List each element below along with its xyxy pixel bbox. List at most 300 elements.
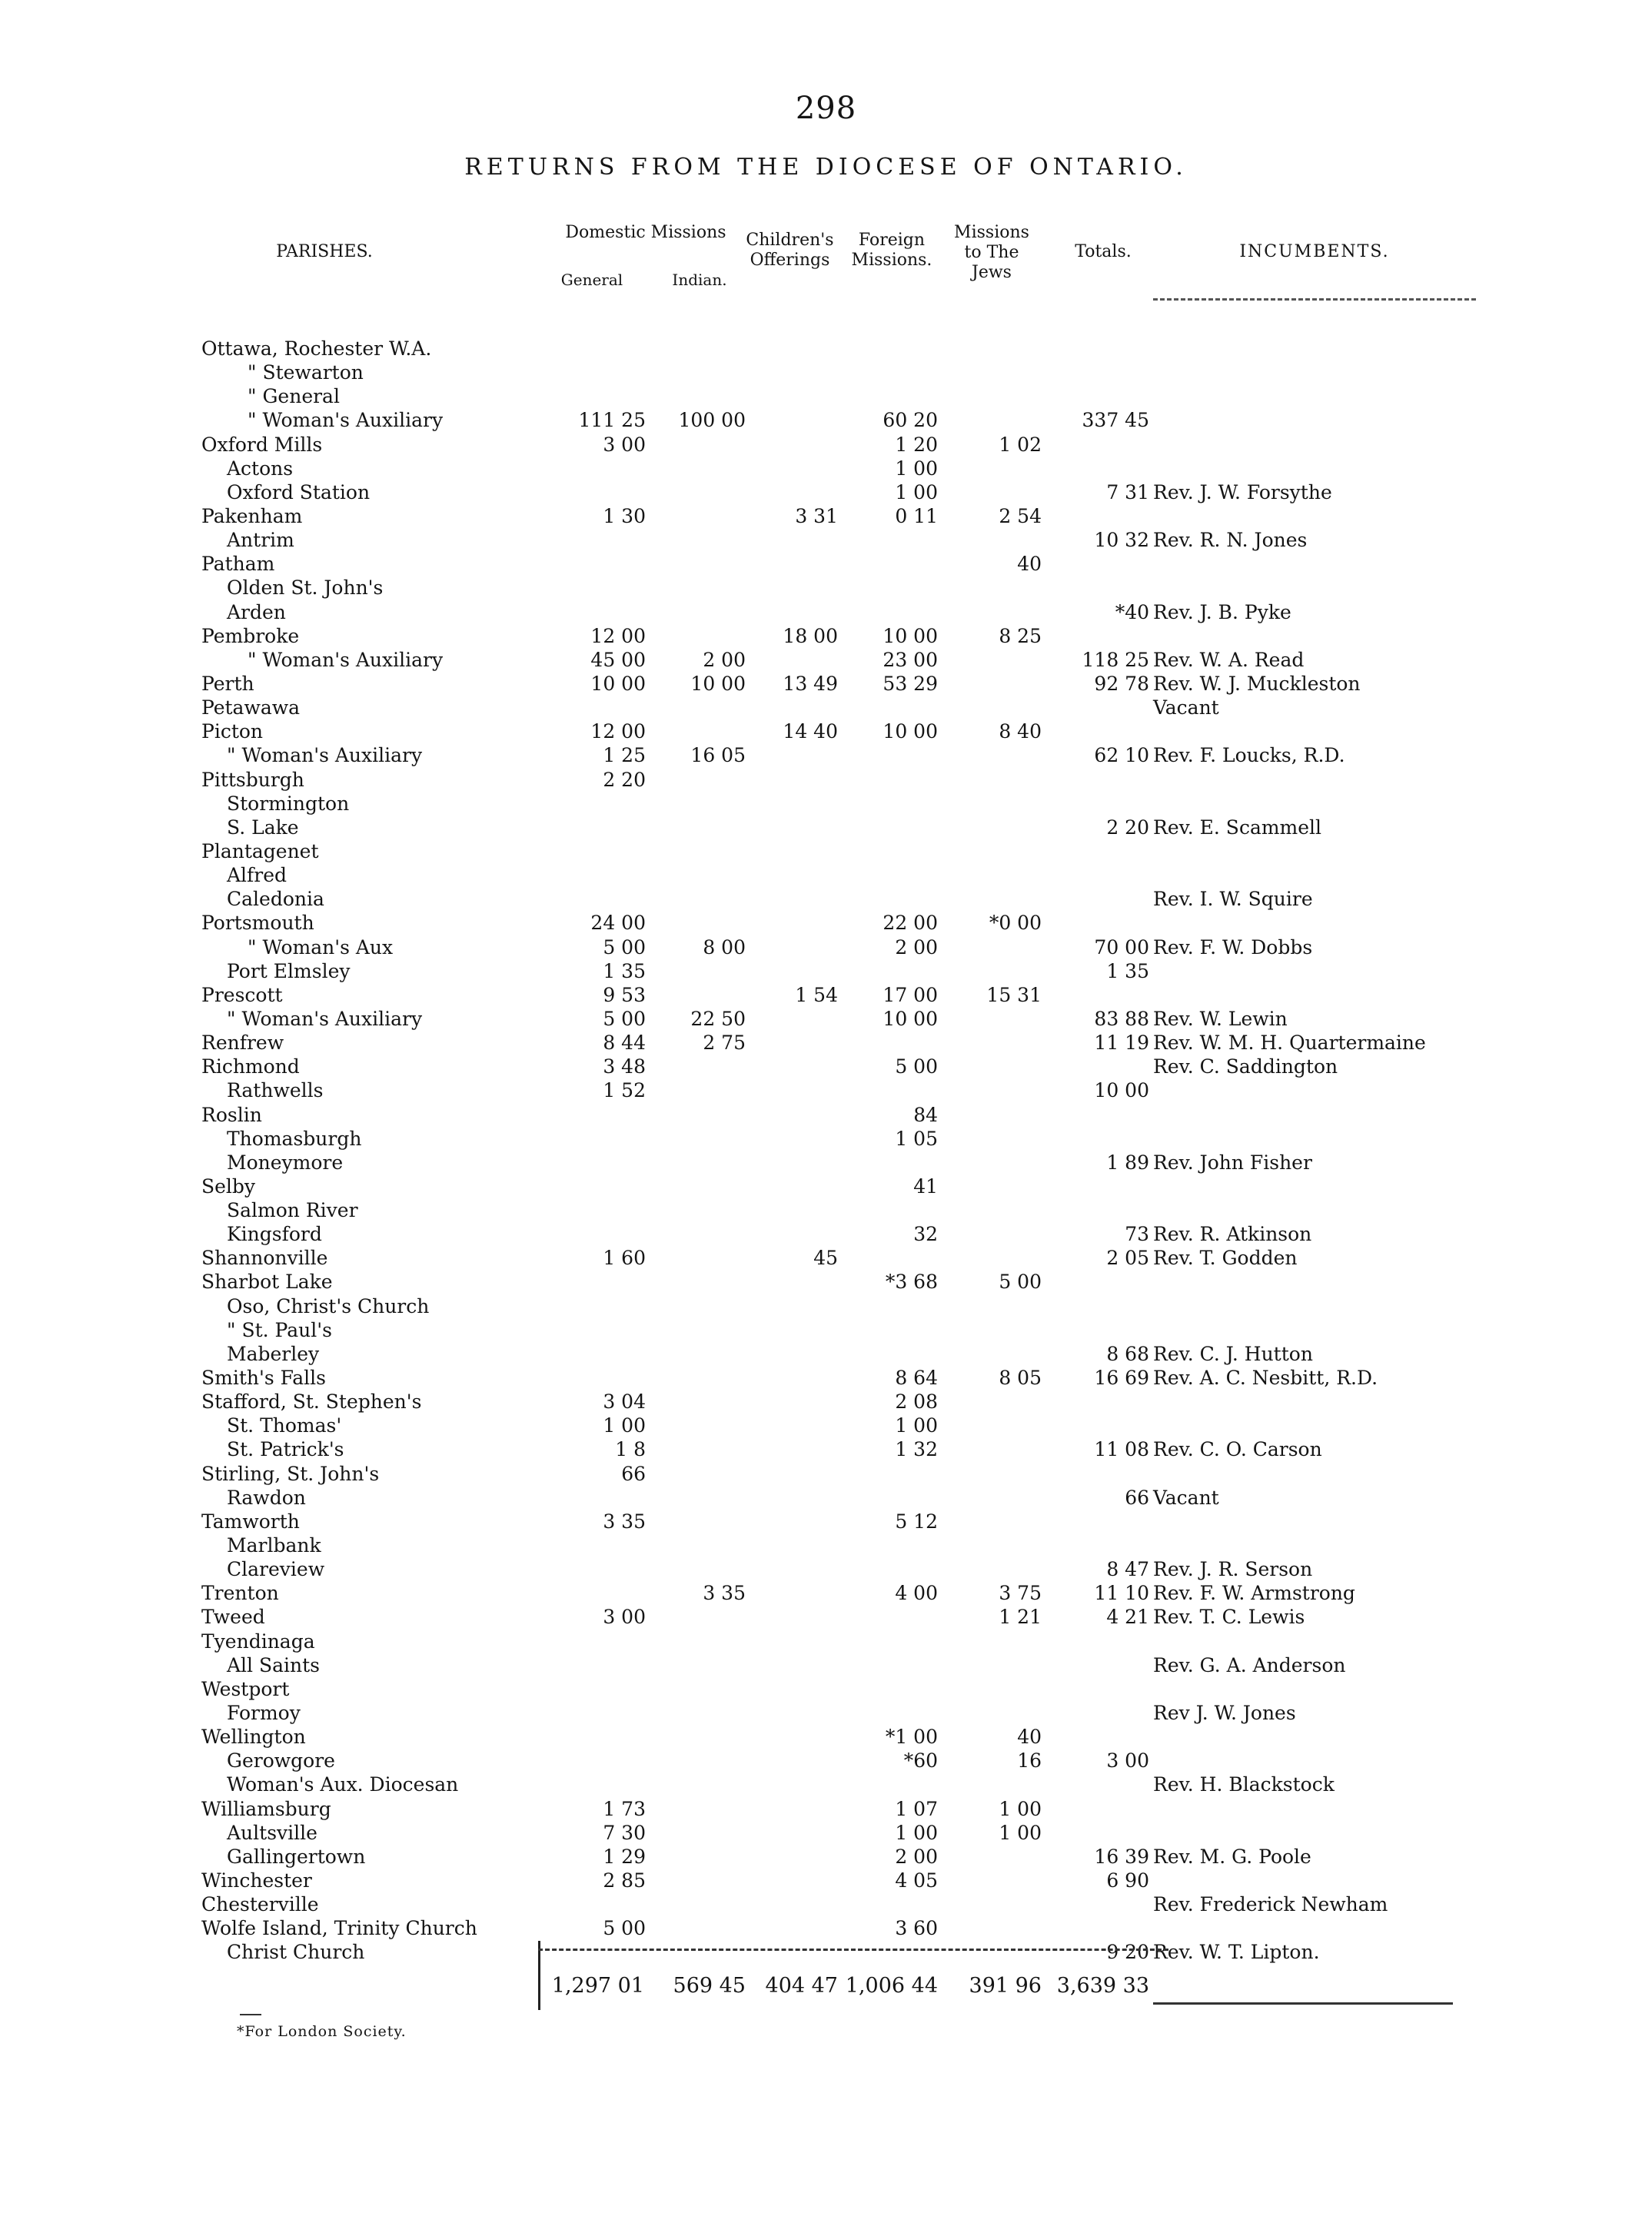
foreign-missions-amount: 1 20 bbox=[895, 433, 938, 456]
general-amount: 9 53 bbox=[603, 983, 646, 1006]
parish-name: " General bbox=[248, 385, 340, 408]
table-row bbox=[0, 337, 1652, 360]
total-amount: 3 00 bbox=[1106, 1749, 1149, 1773]
parish-name: Salmon River bbox=[227, 1199, 358, 1222]
document-title: RETURNS FROM THE DIOCESE OF ONTARIO. bbox=[464, 154, 1188, 181]
total-amount: 11 08 bbox=[1094, 1438, 1149, 1461]
missions-to-jews-amount: 1 00 bbox=[999, 1821, 1042, 1844]
incumbent-name: Rev. J. R. Serson bbox=[1153, 1558, 1313, 1581]
incumbent-name: Rev. T. C. Lewis bbox=[1153, 1606, 1305, 1629]
table-row bbox=[0, 792, 1652, 816]
table-row bbox=[0, 480, 1652, 504]
general-amount: 10 00 bbox=[590, 672, 646, 695]
parish-name: Westport bbox=[201, 1677, 290, 1700]
table-row bbox=[0, 1677, 1652, 1701]
incumbent-name: Rev. John Fisher bbox=[1153, 1151, 1312, 1174]
foreign-missions-amount: 22 00 bbox=[883, 912, 938, 935]
incumbent-name: Vacant bbox=[1153, 1486, 1219, 1509]
table-row bbox=[0, 1007, 1652, 1031]
foreign-missions-amount: 53 29 bbox=[883, 672, 938, 695]
header-totals: Totals. bbox=[1075, 242, 1132, 261]
total-amount: 1 89 bbox=[1106, 1151, 1149, 1174]
table-row bbox=[0, 408, 1652, 432]
incumbent-name: Rev. C. O. Carson bbox=[1153, 1438, 1322, 1461]
parish-name: Wolfe Island, Trinity Church bbox=[201, 1917, 477, 1940]
parish-name: Pittsburgh bbox=[201, 768, 304, 791]
general-amount: 3 00 bbox=[603, 433, 646, 456]
childrens-offerings-amount: 14 40 bbox=[783, 720, 838, 743]
childrens-offerings-amount: 3 31 bbox=[795, 504, 838, 527]
parish-name: Christ Church bbox=[227, 1941, 365, 1964]
missions-to-jews-amount: 8 40 bbox=[999, 720, 1042, 743]
parish-name: " Stewarton bbox=[248, 361, 364, 384]
table-row bbox=[0, 1294, 1652, 1318]
parish-name: St. Thomas' bbox=[227, 1414, 342, 1437]
incumbent-name: Rev. H. Blackstock bbox=[1153, 1773, 1335, 1796]
general-amount: 2 20 bbox=[603, 768, 646, 791]
total-amount: 337 45 bbox=[1082, 409, 1149, 432]
incumbent-name: Rev. M. G. Poole bbox=[1153, 1845, 1311, 1868]
foreign-missions-amount: 1 07 bbox=[895, 1797, 938, 1820]
table-row bbox=[0, 1581, 1652, 1605]
table-row bbox=[0, 672, 1652, 696]
parish-name: Stormington bbox=[227, 792, 350, 815]
page-number: 298 bbox=[795, 91, 857, 126]
footnote: *For London Society. bbox=[237, 2023, 407, 2040]
table-row bbox=[0, 1127, 1652, 1151]
total-amount: 2 20 bbox=[1106, 816, 1149, 839]
foreign-missions-amount: 4 00 bbox=[895, 1582, 938, 1605]
parish-name: Oso, Christ's Church bbox=[227, 1294, 430, 1317]
table-row bbox=[0, 1749, 1652, 1773]
childrens-offerings-amount: 1 54 bbox=[795, 983, 838, 1006]
parish-name: Tyendinaga bbox=[201, 1630, 315, 1653]
parish-name: Caledonia bbox=[227, 888, 324, 911]
indian-amount: 3 35 bbox=[703, 1582, 746, 1605]
general-amount: 5 00 bbox=[603, 1917, 646, 1940]
total-childrens-offerings: 404 47 bbox=[765, 1974, 838, 1998]
parish-name: " Woman's Auxiliary bbox=[227, 744, 423, 767]
total-missions-to-jews: 391 96 bbox=[969, 1974, 1042, 1998]
incumbent-name: Rev. I. W. Squire bbox=[1153, 888, 1313, 911]
total-amount: 4 21 bbox=[1106, 1606, 1149, 1629]
indian-amount: 8 00 bbox=[703, 935, 746, 959]
parish-name: Tamworth bbox=[201, 1510, 300, 1533]
table-row bbox=[0, 1557, 1652, 1581]
total-amount: 11 10 bbox=[1094, 1582, 1149, 1605]
general-amount: 1 8 bbox=[615, 1438, 646, 1461]
total-amount: 10 32 bbox=[1094, 529, 1149, 552]
foreign-missions-amount: 84 bbox=[913, 1103, 938, 1126]
total-amount: 2 05 bbox=[1106, 1247, 1149, 1270]
general-amount: 8 44 bbox=[603, 1032, 646, 1055]
parish-name: Maberley bbox=[227, 1342, 320, 1365]
general-amount: 2 85 bbox=[603, 1869, 646, 1892]
general-amount: 1 30 bbox=[603, 504, 646, 527]
total-amount: 9 20 bbox=[1106, 1941, 1149, 1964]
parish-name: Rawdon bbox=[227, 1486, 306, 1509]
table-row bbox=[0, 768, 1652, 792]
table-row bbox=[0, 1653, 1652, 1677]
general-amount: 1 73 bbox=[603, 1797, 646, 1820]
header-domestic-missions: Domestic Missions bbox=[565, 223, 726, 242]
general-amount: 111 25 bbox=[578, 409, 646, 432]
header-foreign-missions: Foreign Missions. bbox=[851, 231, 932, 270]
parish-name: Perth bbox=[201, 672, 254, 695]
parish-name: Moneymore bbox=[227, 1151, 344, 1174]
parish-name: Antrim bbox=[227, 529, 294, 552]
table-row bbox=[0, 696, 1652, 719]
incumbent-name: Rev. E. Scammell bbox=[1153, 816, 1322, 839]
missions-to-jews-amount: 3 75 bbox=[999, 1582, 1042, 1605]
incumbent-name: Rev. Frederick Newham bbox=[1153, 1893, 1388, 1916]
general-amount: 24 00 bbox=[590, 912, 646, 935]
parish-name: Smith's Falls bbox=[201, 1367, 326, 1390]
indian-amount: 16 05 bbox=[690, 744, 746, 767]
incumbent-name: Vacant bbox=[1153, 696, 1219, 719]
table-row bbox=[0, 1533, 1652, 1557]
table-row bbox=[0, 360, 1652, 384]
general-amount: 12 00 bbox=[590, 624, 646, 647]
childrens-offerings-amount: 45 bbox=[813, 1247, 838, 1270]
parish-name: Aultsville bbox=[227, 1821, 317, 1844]
foreign-missions-amount: 17 00 bbox=[883, 983, 938, 1006]
parish-name: Pembroke bbox=[201, 624, 300, 647]
parish-name: Arden bbox=[227, 600, 286, 623]
missions-to-jews-amount: 40 bbox=[1017, 553, 1042, 576]
total-indian: 569 45 bbox=[673, 1974, 746, 1998]
table-row bbox=[0, 1198, 1652, 1222]
foreign-missions-amount: 2 00 bbox=[895, 935, 938, 959]
total-amount: 1 35 bbox=[1106, 959, 1149, 982]
table-row bbox=[0, 1103, 1652, 1127]
table-row bbox=[0, 552, 1652, 576]
parish-name: Gallingertown bbox=[227, 1845, 366, 1868]
incumbent-name: Rev. W. A. Read bbox=[1153, 648, 1305, 671]
parish-name: " Woman's Auxiliary bbox=[248, 648, 444, 671]
foreign-missions-amount: 1 05 bbox=[895, 1127, 938, 1150]
table-row bbox=[0, 935, 1652, 959]
parish-name: Sharbot Lake bbox=[201, 1271, 333, 1294]
foreign-missions-amount: 3 60 bbox=[895, 1917, 938, 1940]
childrens-offerings-amount: 13 49 bbox=[783, 672, 838, 695]
incumbent-name: Rev. T. Godden bbox=[1153, 1247, 1298, 1270]
incumbent-name: Rev. J. W. Forsythe bbox=[1153, 480, 1332, 503]
foreign-missions-amount: 41 bbox=[913, 1174, 938, 1198]
incumbent-name: Rev. G. A. Anderson bbox=[1153, 1653, 1346, 1676]
total-amount: 73 bbox=[1125, 1223, 1149, 1246]
table-row bbox=[0, 1437, 1652, 1461]
table-row bbox=[0, 1366, 1652, 1390]
total-amount: 16 69 bbox=[1094, 1367, 1149, 1390]
foreign-missions-amount: *60 bbox=[903, 1749, 938, 1773]
general-amount: 3 04 bbox=[603, 1390, 646, 1414]
general-amount: 1 29 bbox=[603, 1845, 646, 1868]
header-indian: Indian. bbox=[672, 271, 727, 289]
general-amount: 12 00 bbox=[590, 720, 646, 743]
table-row bbox=[0, 1390, 1652, 1414]
table-row bbox=[0, 1055, 1652, 1078]
table-row bbox=[0, 1701, 1652, 1725]
table-row bbox=[0, 1821, 1652, 1845]
parish-name: Formoy bbox=[227, 1702, 301, 1725]
parish-name: Wellington bbox=[201, 1726, 306, 1749]
total-amount: 92 78 bbox=[1094, 672, 1149, 695]
table-row bbox=[0, 1078, 1652, 1102]
general-amount: 1 52 bbox=[603, 1079, 646, 1102]
header-missions-to-jews: Missions to The Jews bbox=[954, 223, 1029, 282]
parish-name: " Woman's Auxiliary bbox=[248, 409, 444, 432]
incumbent-name: Rev. A. C. Nesbitt, R.D. bbox=[1153, 1367, 1378, 1390]
foreign-missions-amount: 1 32 bbox=[895, 1438, 938, 1461]
parish-name: S. Lake bbox=[227, 816, 299, 839]
total-amount: *40 bbox=[1115, 600, 1149, 623]
parish-name: Clareview bbox=[227, 1558, 325, 1581]
foreign-missions-amount: 10 00 bbox=[883, 624, 938, 647]
indian-amount: 2 75 bbox=[703, 1032, 746, 1055]
totals-underline bbox=[1153, 2002, 1453, 2005]
parish-name: Patham bbox=[201, 553, 275, 576]
parish-name: Kingsford bbox=[227, 1223, 322, 1246]
missions-to-jews-amount: 1 02 bbox=[999, 433, 1042, 456]
parish-name: Plantagenet bbox=[201, 839, 319, 862]
grand-total: 3,639 33 bbox=[1056, 1974, 1149, 1998]
table-row bbox=[0, 816, 1652, 839]
footnote-rule bbox=[240, 2014, 261, 2015]
table-row bbox=[0, 743, 1652, 767]
general-amount: 7 30 bbox=[603, 1821, 646, 1844]
table-row bbox=[0, 1222, 1652, 1246]
parish-name: Roslin bbox=[201, 1103, 262, 1126]
parish-name: All Saints bbox=[227, 1653, 320, 1676]
table-row bbox=[0, 911, 1652, 935]
parish-name: Stirling, St. John's bbox=[201, 1462, 380, 1485]
table-row bbox=[0, 1773, 1652, 1796]
parish-name: Pakenham bbox=[201, 504, 303, 527]
total-amount: 8 47 bbox=[1106, 1558, 1149, 1581]
foreign-missions-amount: 1 00 bbox=[895, 1821, 938, 1844]
parish-name: Ottawa, Rochester W.A. bbox=[201, 337, 432, 360]
header-parishes: PARISHES. bbox=[276, 242, 373, 261]
incumbent-name: Rev. F. Loucks, R.D. bbox=[1153, 744, 1345, 767]
missions-to-jews-amount: *0 00 bbox=[989, 912, 1042, 935]
foreign-missions-amount: 60 20 bbox=[883, 409, 938, 432]
table-row bbox=[0, 433, 1652, 457]
table-row bbox=[0, 1725, 1652, 1749]
parish-name: " Woman's Aux bbox=[248, 935, 394, 959]
total-amount: 10 00 bbox=[1094, 1079, 1149, 1102]
table-row bbox=[0, 1797, 1652, 1821]
foreign-missions-amount: 8 64 bbox=[895, 1367, 938, 1390]
foreign-missions-amount: 1 00 bbox=[895, 1414, 938, 1437]
parish-name: Rathwells bbox=[227, 1079, 324, 1102]
foreign-missions-amount: *3 68 bbox=[885, 1271, 938, 1294]
table-row bbox=[0, 983, 1652, 1007]
foreign-missions-amount: 10 00 bbox=[883, 720, 938, 743]
table-row bbox=[0, 1246, 1652, 1270]
foreign-missions-amount: *1 00 bbox=[885, 1726, 938, 1749]
incumbent-name: Rev. W. Lewin bbox=[1153, 1007, 1288, 1030]
table-row bbox=[0, 624, 1652, 648]
table-row bbox=[0, 1270, 1652, 1294]
indian-amount: 10 00 bbox=[690, 672, 746, 695]
parish-name: Tweed bbox=[201, 1606, 265, 1629]
total-amount: 83 88 bbox=[1094, 1007, 1149, 1030]
parish-name: Renfrew bbox=[201, 1032, 284, 1055]
general-amount: 66 bbox=[621, 1462, 646, 1485]
missions-to-jews-amount: 16 bbox=[1017, 1749, 1042, 1773]
incumbent-name: Rev. W. T. Lipton. bbox=[1153, 1941, 1320, 1964]
missions-to-jews-amount: 8 25 bbox=[999, 624, 1042, 647]
parish-name: " Woman's Auxiliary bbox=[227, 1007, 423, 1030]
general-amount: 1 00 bbox=[603, 1414, 646, 1437]
table-row bbox=[0, 839, 1652, 863]
total-amount: 7 31 bbox=[1106, 480, 1149, 503]
foreign-missions-amount: 5 12 bbox=[895, 1510, 938, 1533]
table-row bbox=[0, 600, 1652, 624]
total-amount: 8 68 bbox=[1106, 1342, 1149, 1365]
incumbent-name: Rev. R. Atkinson bbox=[1153, 1223, 1312, 1246]
general-amount: 1 35 bbox=[603, 959, 646, 982]
parish-name: Stafford, St. Stephen's bbox=[201, 1390, 422, 1414]
table-row bbox=[0, 1414, 1652, 1437]
general-amount: 1 60 bbox=[603, 1247, 646, 1270]
parish-name: Oxford Mills bbox=[201, 433, 323, 456]
parish-name: Portsmouth bbox=[201, 912, 314, 935]
parish-name: Trenton bbox=[201, 1582, 279, 1605]
missions-to-jews-amount: 15 31 bbox=[986, 983, 1042, 1006]
general-amount: 3 48 bbox=[603, 1055, 646, 1078]
parish-name: Thomasburgh bbox=[227, 1127, 362, 1150]
foreign-missions-amount: 0 11 bbox=[895, 504, 938, 527]
total-amount: 16 39 bbox=[1094, 1845, 1149, 1868]
indian-amount: 22 50 bbox=[690, 1007, 746, 1030]
parish-name: " St. Paul's bbox=[227, 1318, 332, 1341]
parish-name: Chesterville bbox=[201, 1893, 319, 1916]
table-row bbox=[0, 1940, 1652, 1964]
table-row bbox=[0, 576, 1652, 600]
parish-name: St. Patrick's bbox=[227, 1438, 344, 1461]
missions-to-jews-amount: 2 54 bbox=[999, 504, 1042, 527]
missions-to-jews-amount: 5 00 bbox=[999, 1271, 1042, 1294]
table-row bbox=[0, 1342, 1652, 1366]
general-amount: 45 00 bbox=[590, 648, 646, 671]
parish-name: Port Elmsley bbox=[227, 959, 351, 982]
table-row bbox=[0, 1151, 1652, 1174]
foreign-missions-amount: 10 00 bbox=[883, 1007, 938, 1030]
foreign-missions-amount: 2 00 bbox=[895, 1845, 938, 1868]
indian-amount: 100 00 bbox=[678, 409, 746, 432]
header-incumbents: INCUMBENTS. bbox=[1239, 242, 1390, 261]
foreign-missions-amount: 1 00 bbox=[895, 457, 938, 480]
table-row bbox=[0, 648, 1652, 672]
parish-name: Gerowgore bbox=[227, 1749, 335, 1773]
missions-to-jews-amount: 1 21 bbox=[999, 1606, 1042, 1629]
missions-to-jews-amount: 1 00 bbox=[999, 1797, 1042, 1820]
table-row bbox=[0, 528, 1652, 552]
table-row bbox=[0, 457, 1652, 480]
total-foreign-missions: 1,006 44 bbox=[845, 1974, 938, 1998]
table-row bbox=[0, 1486, 1652, 1510]
totals-rule bbox=[538, 1949, 1168, 1951]
parish-name: Woman's Aux. Diocesan bbox=[227, 1773, 459, 1796]
childrens-offerings-amount: 18 00 bbox=[783, 624, 838, 647]
total-amount: 6 90 bbox=[1106, 1869, 1149, 1892]
total-amount: 62 10 bbox=[1094, 744, 1149, 767]
incumbent-name: Rev. C. J. Hutton bbox=[1153, 1342, 1313, 1365]
general-amount: 1 25 bbox=[603, 744, 646, 767]
incumbent-name: Rev. F. W. Armstrong bbox=[1153, 1582, 1355, 1605]
general-amount: 5 00 bbox=[603, 935, 646, 959]
table-row bbox=[0, 1462, 1652, 1486]
table-row bbox=[0, 959, 1652, 983]
table-row bbox=[0, 863, 1652, 887]
table-row bbox=[0, 887, 1652, 911]
foreign-missions-amount: 5 00 bbox=[895, 1055, 938, 1078]
header-general: General bbox=[560, 271, 623, 289]
parish-name: Picton bbox=[201, 720, 264, 743]
total-amount: 70 00 bbox=[1094, 935, 1149, 959]
total-amount: 11 19 bbox=[1094, 1032, 1149, 1055]
incumbent-name: Rev. W. M. H. Quartermaine bbox=[1153, 1032, 1426, 1055]
table-row bbox=[0, 1031, 1652, 1055]
table-row bbox=[0, 719, 1652, 743]
parish-name: Selby bbox=[201, 1174, 256, 1198]
parish-name: Shannonville bbox=[201, 1247, 328, 1270]
foreign-missions-amount: 1 00 bbox=[895, 480, 938, 503]
parish-name: Winchester bbox=[201, 1869, 312, 1892]
foreign-missions-amount: 23 00 bbox=[883, 648, 938, 671]
general-amount: 3 35 bbox=[603, 1510, 646, 1533]
parish-name: Alfred bbox=[227, 864, 288, 887]
table-row bbox=[0, 1869, 1652, 1892]
parish-name: Olden St. John's bbox=[227, 576, 384, 600]
general-amount: 5 00 bbox=[603, 1007, 646, 1030]
header-childrens-offerings: Children's Offerings bbox=[746, 231, 834, 270]
foreign-missions-amount: 2 08 bbox=[895, 1390, 938, 1414]
missions-to-jews-amount: 40 bbox=[1017, 1726, 1042, 1749]
missions-to-jews-amount: 8 05 bbox=[999, 1367, 1042, 1390]
parish-name: Williamsburg bbox=[201, 1797, 331, 1820]
table-row bbox=[0, 1916, 1652, 1940]
total-general: 1,297 01 bbox=[551, 1974, 644, 1998]
returns-table bbox=[0, 337, 1652, 1965]
indian-amount: 2 00 bbox=[703, 648, 746, 671]
foreign-missions-amount: 32 bbox=[913, 1223, 938, 1246]
parish-name: Marlbank bbox=[227, 1534, 321, 1557]
parish-name: Actons bbox=[227, 457, 294, 480]
parish-name: Prescott bbox=[201, 983, 283, 1006]
table-row bbox=[0, 504, 1652, 528]
table-row bbox=[0, 1174, 1652, 1198]
parish-name: Richmond bbox=[201, 1055, 300, 1078]
parish-name: Petawawa bbox=[201, 696, 301, 719]
totals-bracket bbox=[538, 1941, 540, 2010]
table-row bbox=[0, 1605, 1652, 1629]
total-amount: 118 25 bbox=[1082, 648, 1149, 671]
table-row bbox=[0, 1845, 1652, 1869]
parish-name: Oxford Station bbox=[227, 480, 371, 503]
incumbent-name: Rev. C. Saddington bbox=[1153, 1055, 1338, 1078]
incumbent-name: Rev J. W. Jones bbox=[1153, 1702, 1296, 1725]
incumbent-name: Rev. J. B. Pyke bbox=[1153, 600, 1291, 623]
table-row bbox=[0, 1630, 1652, 1653]
header-rule bbox=[1153, 298, 1476, 301]
table-row bbox=[0, 1510, 1652, 1533]
table-row bbox=[0, 384, 1652, 408]
general-amount: 3 00 bbox=[603, 1606, 646, 1629]
incumbent-name: Rev. W. J. Muckleston bbox=[1153, 672, 1361, 695]
